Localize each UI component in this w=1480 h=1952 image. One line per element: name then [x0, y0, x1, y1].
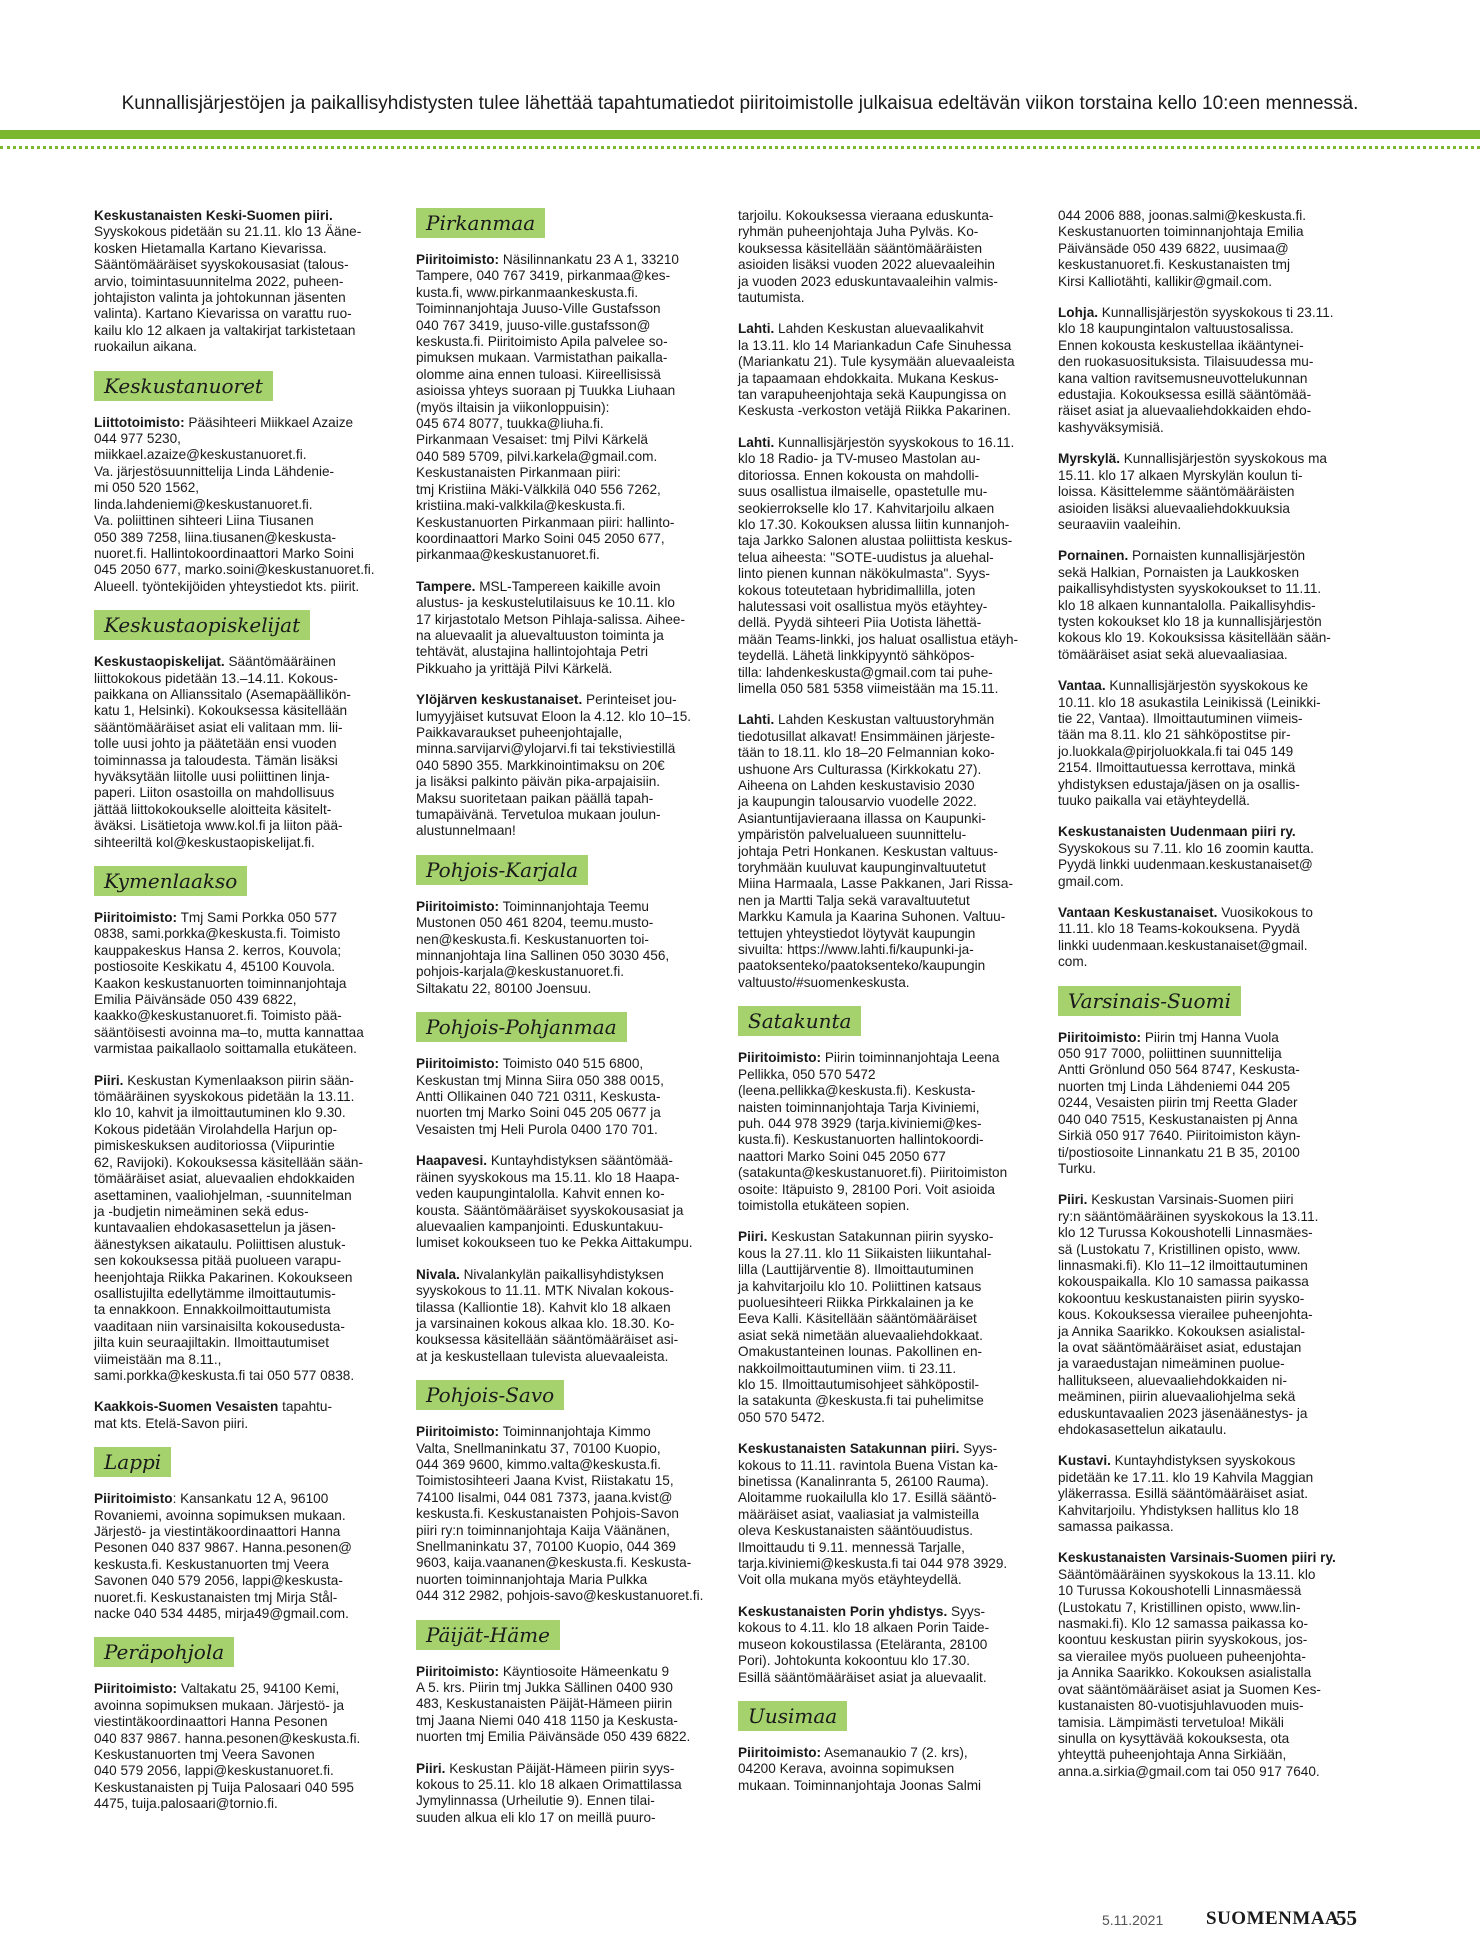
announcement	[738, 1604, 1038, 1686]
announcement	[416, 1761, 716, 1827]
section-heading: Pohjois-Karjala	[416, 855, 588, 885]
section-heading: Peräpohjola	[94, 1637, 234, 1667]
column-4	[1058, 208, 1358, 1795]
announcement-lead: Nivala.	[416, 1266, 460, 1282]
announcement-body: Asemanaukio 7 (2. krs), 04200 Kerava, avoinna sopimuksen mukaan. Toiminnanjohtaja Joonas Salmi	[738, 1744, 982, 1793]
announcement	[1058, 305, 1358, 436]
announcement-lead: Lahti.	[738, 712, 775, 728]
announcement	[94, 1073, 394, 1385]
column-1	[94, 208, 394, 1828]
announcement-body: Toiminnanjohtaja Kimmo Valta, Snellmaninkatu 37, 70100 Kuopio, 044 369 9600, kimmo.valta@keskusta.fi. Toimistosihteeri Jaana Kvist, Riistakatu 15, 74100 Iisalmi, 044 081 7373, jaana.kvist@ keskusta.fi. Keskustanaisten Pohjois-Savon piiri ry:n toiminnanjohtaja Kaija Väänänen, Snellmaninkatu 37, 70100 Kuopio, 044 369 9603, kaija.vaananen@keskusta.fi. Keskusta- nuorten toiminnanjohtaja Maria Pulkka 044 312 2982, pohjois-savo@keskustanuoret.fi.	[416, 1424, 704, 1604]
announcement	[94, 1491, 394, 1622]
announcement-lead: Lahti.	[738, 434, 775, 450]
announcement-body: Syyskokous su 7.11. klo 16 zoomin kautta. Pyydä linkki uudenmaan.keskustanaiset@ gmail.com.	[1058, 840, 1314, 889]
section-heading: Keskustanuoret	[94, 371, 273, 401]
announcement-body: Syys- kokous to 4.11. klo 18 alkaen Porin Taide- museon kokoustilassa (Eteläranta, 28100 Pori). Johtokunta kokoontuu klo 17.30. Esillä sääntömääräiset asiat ja aluevaalit.	[738, 1603, 990, 1685]
section-heading: Lappi	[94, 1447, 171, 1477]
announcement-body: Keskustan Varsinais-Suomen piiri ry:n sääntömääräinen syyskokous la 13.11. klo 12 Turussa Kokoushotelli Linnasmäes- sä (Lustokatu 7, Kristillinen opisto, www. linnasmaki.fi). Klo 11–12 ilmoittautuminen kokouspaikalla. Klo 10 samassa paikassa kokoontuu keskustanaisten piirin syysko- kous. Kokouksessa vierailee puheenjohta- ja Annika Saarikko. Kokouksen asialistal- la ovat sääntömääräiset asiat, edustajan ja varaedustajan nimeäminen puolue- hallitukseen, aluevaaliehdokkaiden ni- meäminen, piirin aluevaaliohjelma sekä eduskuntavaalien 2023 jäsenäänestys- ja ehdokasasettelun aikataulu.	[1058, 1192, 1319, 1437]
announcement-lead: Piiritoimisto:	[416, 898, 500, 914]
page-number: 55	[1336, 1906, 1357, 1930]
announcement-body: Syys- kokous to 11.11. ravintola Buena Vistan ka- binetissa (Kanalinranta 5, 26100 Rauma). Aloitamme ruokailulla klo 17. Esillä sääntö- määräiset asiat, vaaliasiat ja valmisteilla oleva Keskustanaisten sääntöuudistus. Ilmoittaudu ti 9.11. mennessä Tarjalle, tarja.kiviniemi@keskusta.fi tai 044 978 3929. Voit olla mukana myös etäyhteydellä.	[738, 1441, 1008, 1588]
announcement-body: Toiminnanjohtaja Teemu Mustonen 050 461 8204, teemu.musto- nen@keskusta.fi. Keskustanuorten toi- minnanjohtaja Iina Sallinen 050 3030 456, pohjois-karjala@keskustanuoret.fi. Siltakatu 22, 80100 Joensuu.	[416, 898, 670, 996]
announcement	[1058, 824, 1358, 890]
announcement	[416, 1424, 716, 1604]
announcement-lead: Haapavesi.	[416, 1153, 488, 1169]
announcement	[1058, 1192, 1358, 1438]
announcement	[1058, 451, 1358, 533]
announcement	[1058, 1550, 1358, 1780]
announcement-body: Lahden Keskustan aluevaalikahvit la 13.11. klo 14 Mariankadun Cafe Sinuhessa (Mariankatu 21). Tule kysymään aluevaaleista ja tapaamaan ehdokkaita. Mukana Keskus- tan varapuheenjohtaja sekä Kaupungissa on Keskusta -verkoston vetäjä Riikka Pakarinen.	[738, 321, 1015, 419]
announcement-body: Tmj Sami Porkka 050 577 0838, sami.porkka@keskusta.fi. Toimisto kauppakeskus Hansa 2. kerros, Kouvola; postiosoite Keskikatu 4, 45100 Kouvola. Kaakon keskustanuorten toiminnanjohtaja Emilia Päivänsäde 050 439 6822, kaakko@keskustanuoret.fi. Toimisto pää- sääntöisesti avoinna ma–to, mutta kannattaa varmistaa paikallaolo soittamalla etukäteen.	[94, 910, 364, 1057]
announcement	[416, 899, 716, 997]
announcement-lead: Piiri.	[1058, 1192, 1088, 1208]
section-heading: Uusimaa	[738, 1701, 847, 1731]
announcement-body: Käyntiosoite Hämeenkatu 9 A 5. krs. Piirin tmj Jukka Sällinen 0400 930 483, Keskustanaisten Päijät-Hämeen piirin tmj Jaana Niemi 040 418 1150 ja Keskusta- nuorten tmj Emilia Päivänsäde 050 439 6822.	[416, 1663, 691, 1745]
announcement-lead: Piiritoimisto:	[94, 910, 178, 925]
announcement	[416, 1664, 716, 1746]
announcement-body: Piirin tmj Hanna Vuola 050 917 7000, poliittinen suunnittelija Antti Grönlund 050 564 8747, Keskusta- nuorten tmj Linda Lähdeniemi 044 205 0244, Vesaisten piirin tmj Reetta Glader 040 040 7515, Keskustanaisten pj Anna Sirkiä 050 917 7640. Piiritoimiston käyn- ti/postiosoite Linnankatu 21 B 35, 20100 Turku.	[1058, 1029, 1301, 1176]
announcement-body: Pääsihteeri Miikkael Azaize 044 977 5230, miikkael.azaize@keskustanuoret.fi. Va. järjestösuunnittelija Linda Lähdenie- mi 050 520 1562, linda.lahdeniemi@keskustanuoret.fi. Va. poliittinen sihteeri Liina Tiusanen 050 389 7258, liina.tiusanen@keskusta- nuoret.fi. Hallintokoordinaattori Marko Soini 045 2050 677, marko.soini@keskustanuoret.fi. Alueell. työntekijöiden yhteystiedot kts. piirit.	[94, 414, 375, 594]
announcement	[94, 208, 394, 356]
announcement	[416, 579, 716, 677]
announcement	[94, 654, 394, 851]
announcement-lead: Tampere.	[416, 578, 476, 594]
announcement	[416, 692, 716, 840]
announcement	[738, 1745, 1038, 1794]
announcement-lead: Vantaa.	[1058, 678, 1106, 694]
announcement-body: Valtakatu 25, 94100 Kemi, avoinna sopimuksen mukaan. Järjestö- ja viestintäkoordinaattori Hanna Pesonen 040 837 9867. hanna.pesonen@keskusta.fi. Keskustanuorten tmj Veera Savonen 040 579 2056, lappi@keskustanuoret.fi. Keskustanaisten pj Tuija Palosaari 040 595 4475, tuija.palosaari@tornio.fi.	[94, 1681, 361, 1812]
announcement-body: Keskustan Päijät-Hämeen piirin syys- kokous to 25.11. klo 18 alkaen Orimattilassa Jymylinnassa (Urheilutie 9). Ennen tilai- suuden alkua eli klo 17 on meillä puuro-	[416, 1760, 682, 1825]
announcement-lead: Piiritoimisto:	[416, 1056, 500, 1072]
announcement-body: tapahtu- mat kts. Etelä-Savon piiri.	[94, 1399, 333, 1431]
announcement-lead: Kustavi.	[1058, 1453, 1111, 1469]
section-heading: Pohjois-Pohjanmaa	[416, 1012, 627, 1042]
announcement-body: Kuntayhdistyksen syyskokous pidetään ke 17.11. klo 19 Kahvila Maggian yläkerrassa. Esillä sääntömääräiset asiat. Kahvitarjoilu. Yhdistyksen hallitus klo 18 samassa paikassa.	[1058, 1453, 1314, 1535]
announcement-lead: Piiritoimisto:	[416, 1663, 500, 1679]
announcement-lead: Keskustanaisten Varsinais-Suomen piiri ry.	[1058, 1550, 1336, 1566]
section-heading: Varsinais-Suomi	[1058, 986, 1241, 1016]
announcement-lead: Liittotoimisto:	[94, 414, 185, 430]
announcement-body: Keskustan Satakunnan piirin syysko- kous la 27.11. klo 11 Siikaisten liikuntahal- lilla (Lauttijärventie 8). Ilmoittautuminen ja kahvitarjoilu klo 10. Poliittinen katsaus puoluesihteeri Riikka Pirkkalainen ja ke Eeva Kalli. Käsitellään sääntömääräiset asiat sekä nimetään aluevaaliehdokkaat. Omakustanteinen lounas. Pakollinen en- nakkoilmoittautuminen viim. ti 23.11. klo 15. Ilmoittautumisohjeet sähköpostil- la satakunta @keskusta.fi tai puhelimitse 050 570 5472.	[738, 1229, 994, 1425]
announcement	[738, 1050, 1038, 1214]
announcement	[94, 415, 394, 595]
announcement-body: Näsilinnankatu 23 A 1, 33210 Tampere, 040 767 3419, pirkanmaa@kes- kusta.fi, www.pirkanmaankeskusta.fi. Toiminnanjohtaja Juuso-Ville Gustafsson 040 767 3419, juuso-ville.gustafsson@ keskusta.fi. Piiritoimisto Apila palvelee so- pimuksen mukaan. Varmistathan paikalla- olomme aina ennen tuloasi. Kiireellisissä asioissa yhteys suoraan pj Tuukka Liuhaan (myös iltaisin ja viikonloppuisin): 045 674 8077, tuukka@liuha.fi. Pirkanmaan Vesaiset: tmj Pilvi Kärkelä 040 589 5709, pilvi.karkela@gmail.com. Keskustanaisten Pirkanmaan piiri: tmj Kristiina Mäki-Välkkilä 040 556 7262, kristiina.maki-valkkila@keskusta.fi. Keskustanuorten Pirkanmaan piiri: hallinto- koordinaattori Marko Soini 045 2050 677, pirkanmaa@keskustanuoret.fi.	[416, 252, 679, 563]
announcement-body: Kuntayhdistyksen sääntömää- räinen syyskokous ma 15.11. klo 18 Haapa- veden kaupungintalolla. Kahvit ennen ko- kousta. Sääntömääräiset syyskokousasiat ja aluevaalien kampanjointi. Eduskuntakuu- lumiset kokoukseen tuo ke Pekka Aittakumpu.	[416, 1153, 693, 1251]
announcement-lead: Keskustanaisten Porin yhdistys.	[738, 1603, 948, 1619]
announcement	[94, 1399, 394, 1432]
announcement	[738, 435, 1038, 698]
announcement	[738, 1441, 1038, 1589]
announcement-body: Kunnallisjärjestön syyskokous to 16.11. klo 18 Radio- ja TV-museo Mastolan au- ditoriossa. Ennen kokousta on mahdolli- suus osallistua ilmaiselle, opastetulle mu- seokierrokselle klo 17. Kahvitarjoilu alkaen klo 17.30. Kokouksen alussa liitin kunnanjoh- taja Jarkko Salonen alustaa poliittista keskus- telua aiheesta: "SOTE-uudistus ja aluehal- linto pienen kunnan näkökulmasta". Syys- kokous toteutetaan hybridimallilla, joten halutessasi voit osallistua myös etäyhtey- dellä. Pyydä sihteeri Piia Uotista lähettä- mään Teams-linkki, jos haluat osallistua etäyh- teydellä. Lähetä linkkipyyntö sähköpos- tilla: lahdenkeskusta@gmail.com tai puhe- limella 050 581 5358 viimeistään ma 15.11.	[738, 434, 1019, 696]
section-heading: Keskustaopiskelijat	[94, 610, 310, 640]
announcement	[1058, 1030, 1358, 1178]
announcement-body: Pornaisten kunnallisjärjestön sekä Halkian, Pornaisten ja Laukkosken paikallisyhdistysten syyskokoukset to 11.11. klo 18 alkaen kunnantalolla. Paikallisyhdis- tysten kokoukset klo 18 ja kunnallisjärjestön kokous klo 19. Kokouksissa käsitellään sään- tömääräiset asiat sekä aluevaaliasiaa.	[1058, 548, 1331, 662]
announcement-lead: Keskustanaisten Uudenmaan piiri ry.	[1058, 824, 1296, 840]
announcement-lead: Piiri.	[416, 1760, 446, 1776]
announcement-lead: Piiritoimisto:	[738, 1744, 822, 1760]
announcement-body: tarjoilu. Kokouksessa vieraana eduskunta- ryhmän puheenjohtaja Juha Pylväs. Ko- kouksessa käsitellään sääntömääräisten asioiden lisäksi vuoden 2022 aluevaaleihin ja vuoden 2023 eduskuntavaaleihin valmis- tautumista.	[738, 208, 998, 306]
announcement-body: 044 2006 888, joonas.salmi@keskusta.fi. Keskustanuorten toiminnanjohtaja Emilia Päivänsäde 050 439 6822, uusimaa@ keskustanuoret.fi. Keskustanaisten tmj Kirsi Kalliotähti, kallikir@gmail.com.	[1058, 208, 1307, 289]
announcement-body: Keskustan Kymenlaakson piirin sään- tömääräinen syyskokous pidetään la 13.11. klo 10, kahvit ja ilmoittautuminen klo 9.30. Kokous pidetään Virolahdella Harjun op- pimiskeskuksen auditoriossa (Viipurintie 62, Ravijoki). Kokouksessa käsitellään sään- tömääräiset asiat, aluevaalien ehdokkaiden asettaminen, vaaliohjelman, -suunnitelman ja -budjetin nimeäminen sekä edus- kuntavaalien ehdokasasettelun ja jäsen- äänestyksen aikataulu. Poliittisen alustuk- sen kokouksessa pitää puolueen varapu- heenjohtaja Riikka Pakarinen. Kokoukseen osallistujilta edellytämme ilmoittautumis- ta ennakkoon. Ennakkoilmoittautumista vaaditaan niin varsinaisilta kokousedusta- jilta kuin seuraajiltakin. Ilmoittautumiset viimeistään ma 8.11., sami.porkka@keskusta.fi tai 050 577 0838.	[94, 1072, 363, 1383]
announcement	[416, 1056, 716, 1138]
publication-name: SUOMENMAA	[1206, 1908, 1340, 1929]
announcement-lead: Lohja.	[1058, 305, 1099, 321]
announcement-lead: Lahti.	[738, 321, 775, 337]
announcement	[416, 252, 716, 564]
dotted-rule	[0, 146, 1480, 149]
announcement	[1058, 678, 1358, 809]
announcement-body: MSL-Tampereen kaikille avoin alustus- ja keskustelutilaisuus ke 10.11. klo 17 kirjastotalo Metson Pihlaja-salissa. Aihee- na aluevaalit ja aluevaltuuston toiminta ja tehtävät, alustajina hallintojohtaja Petri Pikkuaho ja yrittäjä Pilvi Kärkelä.	[416, 578, 685, 676]
announcement-lead: Piiritoimisto:	[416, 1424, 500, 1440]
announcement	[738, 321, 1038, 419]
announcement-lead: Piiri.	[738, 1229, 768, 1245]
announcement	[1058, 208, 1358, 290]
announcement-lead: Vantaan Keskustanaiset.	[1058, 905, 1218, 921]
announcement-lead: Piiri.	[94, 1072, 124, 1088]
column-3	[738, 208, 1038, 1809]
section-heading: Satakunta	[738, 1006, 861, 1036]
section-heading: Pohjois-Savo	[416, 1380, 564, 1410]
announcement	[1058, 548, 1358, 663]
issue-date: 5.11.2021	[1102, 1912, 1164, 1928]
announcement	[94, 910, 394, 1058]
announcement-body: Vuosikokous to 11.11. klo 18 Teams-kokouksena. Pyydä linkki uudenmaan.keskustanaiset@gmail. com.	[1058, 905, 1313, 970]
announcement-lead: Piiritoimisto	[94, 1491, 173, 1507]
announcement-body: Kunnallisjärjestön syyskokous ma 15.11. klo 17 alkaen Myrskylän koulun ti- loissa. Käsittelemme sääntömääräisten asioiden lisäksi aluevaaliehdokkuuksia seuraaviin vaaleihin.	[1058, 451, 1327, 532]
section-heading: Kymenlaakso	[94, 866, 247, 896]
announcement-lead: Pornainen.	[1058, 548, 1129, 564]
column-2	[416, 208, 716, 1841]
announcement-body: Kunnallisjärjestön syyskokous ke 10.11. klo 18 asukastila Leinikissä (Leinikki- tie 22, Vantaa). Ilmoittautuminen viimeis- tään ma 8.11. klo 21 sähköpostitse pir- jo.luokkala@pirjoluokkala.fi tai 045 149 2154. Ilmoittautuessa kerrottava, minkä yhdistyksen edustaja/jäsen on ja osallis- tuuko paikalla vai etäyhteydellä.	[1058, 678, 1321, 808]
announcement-body: Lahden Keskustan valtuustoryhmän tiedotusillat alkavat! Ensimmäinen järjeste- tään to 18.11. klo 18–20 Felmannian koko- ushuone Ars Culturassa (Kirkkokatu 27). Aiheena on Lahden keskustavisio 2030 ja kaupungin talousarvio vuodelle 2022. Asiantuntijavieraana illassa on Kaupunki- ympäristön palvelualueen suunnittelu- johtaja Petri Honkanen. Keskustan valtuus- toryhmään kuuluvat kaupunginvaltuutetut Miina Harmaala, Lasse Pakkanen, Jari Rissa- nen ja Martti Talja sekä varavaltuutetut Markku Kamula ja Kaarina Suhonen. Valtuu- tettujen yhteystiedot löytyvät kaupungin sivuilta: https://www.lahti.fi/kaupunki-ja- paatoksenteko/paatoksenteko/kaupungin valtuusto/#suomenkeskusta.	[738, 712, 1014, 990]
green-rule	[0, 130, 1480, 139]
announcement-lead: Keskustaopiskelijat.	[94, 654, 225, 670]
announcement-lead: Piiritoimisto:	[1058, 1029, 1142, 1045]
announcement-body: Piirin toiminnanjohtaja Leena Pellikka, 050 570 5472 (leena.pellikka@keskusta.fi). Keskusta- naisten toiminnanjohtaja Tarja Kiviniemi, puh. 044 978 3929 (tarja.kiviniemi@kes- kusta.fi). Keskustanuorten hallintokoordi- naattori Marko Soini 045 2050 677 (satakunta@keskustanuoret.fi). Piiritoimiston osoite: Itäpuisto 9, 28100 Pori. Voit asioida toimistolla etukäteen sopien.	[738, 1050, 1008, 1213]
announcement-body: Kunnallisjärjestön syyskokous ti 23.11. klo 18 kaupungintalon valtuustosalissa. Ennen kokousta keskustellaa ikääntynei- den ruokasuosituksista. Tilaisuudessa mu- kana valtion ravitsemusneuvottelukunnan edustajia. Kokouksessa esillä sääntömää- räiset asiat ja aluevaaliehdokkaiden ehdo- kashyväksymisiä.	[1058, 305, 1334, 435]
announcement-lead: Ylöjärven keskustanaiset.	[416, 692, 583, 708]
announcement	[1058, 905, 1358, 971]
announcement	[1058, 1453, 1358, 1535]
announcement-body: Nivalankylän paikallisyhdistyksen syyskokous to 11.11. MTK Nivalan kokous- tilassa (Kalliontie 18). Kahvit klo 18 alkaen ja varsinainen kokous alkaa klo. 18.30. Ko- kouksessa käsitellään sääntömääräiset asi- at ja keskustellaan tulevista aluevaaleista.	[416, 1266, 679, 1364]
announcement-lead: Piiritoimisto:	[416, 252, 500, 267]
announcement-lead: Kaakkois-Suomen Vesaisten	[94, 1399, 279, 1415]
announcement-body: Syyskokous pidetään su 21.11. klo 13 Ääne- kosken Hietamalla Kartano Kievarissa. Sääntömääräiset syyskokousasiat (talous- arvio, toimintasuunnitelma 2022, puheen- johtajiston valinta ja johtokunnan jäsenten valinta). Kartano Kievarissa on varattu ruo- kailu klo 12 alkaen ja valtakirjat tarkistetaan ruokailun aikana.	[94, 224, 362, 355]
announcement-body: Sääntömääräinen syyskokous la 13.11. klo 10 Turussa Kokoushotelli Linnasmäessä (Lustokatu 7, Kristillinen opisto, www.lin- nasmaki.fi). Klo 12 samassa paikassa ko- koontuu keskustan piirin syyskokous, jos- sa vierailee myös puolueen puheenjohta- ja Annika Saarikko. Kokouksen asialistalla ovat sääntömääräiset asiat ja Suomen Kes- kustanaisten 80-vuotisjuhlavuoden muis- tamisia. Lämpimästi tervetuloa! Mikäli sinulla on kysyttävää kokouksesta, ota yhteyttä puheenjohtaja Anna Sirkiään, anna.a.sirkia@gmail.com tai 050 917 7640.	[1058, 1566, 1321, 1779]
announcement-lead: Myrskylä.	[1058, 451, 1120, 467]
announcement-body: Perinteiset jou- lumyyjäiset kutsuvat Eloon la 4.12. klo 10–15. Paikkavaraukset puheenjohtajalle, minna.sarvijarvi@ylojarvi.fi tai tekstiviestillä 040 5890 355. Markkinointimaksu on 20€ ja lisäksi palkinto päivän pika-arpajaisiin. Maksu suoritetaan paikan päällä tapah- tumapäivänä. Tervetuloa mukaan joulun- alustunnelmaan!	[416, 692, 692, 839]
announcement-lead: Piiritoimisto:	[94, 1681, 178, 1697]
announcement-body: Toimisto 040 515 6800, Keskustan tmj Minna Siira 050 388 0015, Antti Ollikainen 040 721 0311, Keskusta- nuorten tmj Marko Soini 045 205 0677 ja Vesaisten tmj Heli Purola 0400 170 701.	[416, 1056, 664, 1137]
announcement	[94, 1681, 394, 1812]
top-notice: Kunnallisjärjestöjen ja paikallisyhdistysten tulee lähettää tapahtumatiedot piiritoimistolle julkaisua edeltävän viikon torstaina kello 10:een mennessä.	[121, 93, 1359, 114]
announcement	[738, 712, 1038, 991]
announcement-body: Sääntömääräinen liittokokous pidetään 13.–14.11. Kokous- paikkana on Allianssitalo (Asemapäällikön- katu 1, Helsinki). Kokouksessa käsitellään sääntömääräiset asiat eli valitaan mm. lii- tolle uusi johto ja päätetään ensi vuoden toiminnassa ja taloudesta. Tämän lisäksi hyväksytään liitolle uusi poliittinen linja- paperi. Liiton osastoilla on mahdollisuus jättää liittokokoukselle aloitteita käsitelt- äväksi. Lisätietoja www.kol.fi ja liiton pää- sihteeriltä kol@keskustaopiskelijat.fi.	[94, 654, 351, 850]
announcement	[738, 208, 1038, 306]
section-heading: Päijät-Häme	[416, 1620, 560, 1650]
announcement-lead: Piiritoimisto:	[738, 1050, 822, 1066]
announcement	[738, 1229, 1038, 1426]
announcement-lead: Keskustanaisten Satakunnan piiri.	[738, 1441, 960, 1457]
announcement	[416, 1153, 716, 1251]
announcement-body: : Kansankatu 12 A, 96100 Rovaniemi, avoinna sopimuksen mukaan. Järjestö- ja viestintäkoordinaattori Hanna Pesonen 040 837 9867. Hanna.pesonen@ keskusta.fi. Keskustanuorten tmj Veera Savonen 040 579 2056, lappi@keskusta- nuoret.fi. Keskustanaisten tmj Mirja Stål- nacke 040 534 4485, mirja49@gmail.com.	[94, 1491, 352, 1622]
announcement-lead: Keskustanaisten Keski-Suomen piiri.	[94, 208, 333, 223]
section-heading: Pirkanmaa	[416, 208, 545, 238]
announcement	[416, 1267, 716, 1365]
